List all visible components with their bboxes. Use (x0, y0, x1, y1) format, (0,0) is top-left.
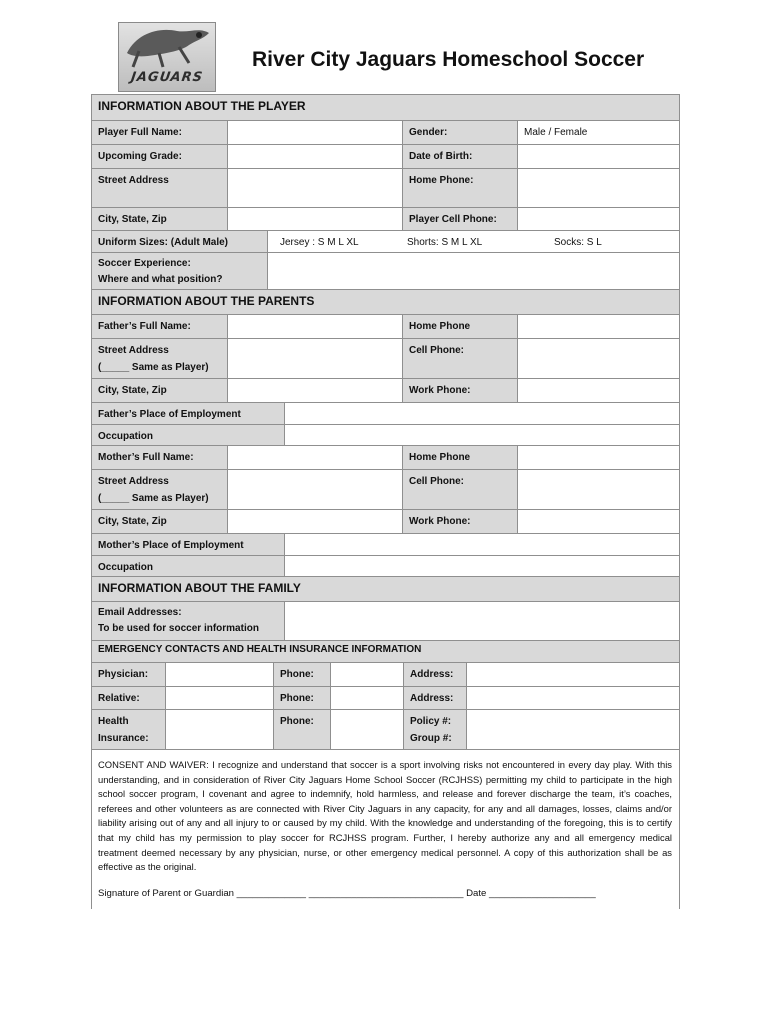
relative-phone-field[interactable] (330, 687, 403, 710)
relative-phone-label: Phone: (273, 687, 330, 710)
mother-employment-field[interactable] (284, 534, 679, 556)
player-street-field[interactable] (227, 169, 402, 208)
mother-work-phone-field[interactable] (517, 510, 679, 534)
physician-label: Physician: (98, 669, 149, 680)
father-employment-label: Father’s Place of Employment (98, 409, 241, 420)
father-work-phone-field[interactable] (517, 379, 679, 403)
parents-section-header (92, 289, 679, 315)
mother-occupation-label: Occupation (98, 562, 154, 573)
gender-label: Gender: (402, 121, 517, 145)
insurance-phone-label: Phone: (273, 710, 330, 750)
father-street-field[interactable] (227, 339, 402, 379)
father-name-row (92, 314, 679, 339)
father-street-label: Street Address (_____ Same as Player) (98, 345, 209, 373)
uniform-row (92, 230, 679, 253)
mother-city-row (92, 509, 679, 534)
socks-sizes[interactable]: Socks: S L (554, 237, 602, 248)
emergency-section-header (92, 640, 679, 663)
signature-line[interactable]: Signature of Parent or Guardian _____________ _____________________________ Date ____________________ (98, 888, 596, 899)
father-occupation-label: Occupation (98, 431, 154, 442)
physician-address-field[interactable] (466, 663, 679, 687)
relative-label: Relative: (98, 693, 140, 704)
page-title: River City Jaguars Homeschool Soccer (252, 48, 645, 71)
mother-name-label: Mother’s Full Name: (98, 452, 194, 463)
mother-city-label: City, State, Zip (98, 516, 167, 527)
physician-field[interactable] (165, 663, 273, 687)
section-title-family: INFORMATION ABOUT THE FAMILY (98, 581, 301, 595)
logo-text: JAGUARS (129, 70, 205, 85)
experience-row (92, 252, 679, 290)
father-name-label: Father’s Full Name: (98, 321, 191, 332)
physician-row (92, 662, 679, 687)
experience-field[interactable] (267, 253, 679, 290)
dob-label: Date of Birth: (402, 145, 517, 169)
father-occupation-row (92, 424, 679, 446)
mother-occupation-field[interactable] (284, 556, 679, 577)
registration-form (91, 94, 680, 909)
section-title-parents: INFORMATION ABOUT THE PARENTS (98, 294, 315, 308)
player-cell-field[interactable] (517, 208, 679, 231)
email-label: Email Addresses: To be used for soccer information (98, 607, 259, 634)
relative-address-field[interactable] (466, 687, 679, 710)
player-city-field[interactable] (227, 208, 402, 231)
email-row (92, 601, 679, 641)
physician-address-label: Address: (403, 663, 466, 687)
relative-row (92, 686, 679, 710)
player-city-row (92, 207, 679, 231)
mother-employment-row (92, 533, 679, 556)
player-name-field[interactable] (227, 121, 402, 145)
mother-occupation-row (92, 555, 679, 577)
grade-label: Upcoming Grade: (98, 151, 182, 162)
physician-phone-label: Phone: (273, 663, 330, 687)
insurance-label: Health Insurance: (98, 716, 149, 744)
player-section-header (92, 95, 679, 120)
section-title-emergency: EMERGENCY CONTACTS AND HEALTH INSURANCE INFORMATION (98, 644, 422, 655)
father-name-field[interactable] (227, 315, 402, 339)
jaguars-logo (118, 22, 216, 92)
player-name-row (92, 120, 679, 145)
section-title-player: INFORMATION ABOUT THE PLAYER (98, 99, 306, 113)
father-work-phone-label: Work Phone: (402, 379, 517, 403)
mother-cell-label: Cell Phone: (402, 470, 517, 510)
mother-home-phone-label: Home Phone (402, 446, 517, 470)
father-city-row (92, 378, 679, 403)
father-occupation-field[interactable] (284, 425, 679, 446)
mother-street-label: Street Address (_____ Same as Player) (98, 476, 209, 504)
father-employment-row (92, 402, 679, 425)
mother-employment-label: Mother’s Place of Employment (98, 540, 244, 551)
dob-field[interactable] (517, 145, 679, 169)
family-section-header (92, 576, 679, 602)
consent-section (92, 749, 679, 909)
mother-work-phone-label: Work Phone: (402, 510, 517, 534)
father-cell-label: Cell Phone: (402, 339, 517, 379)
uniform-label: Uniform Sizes: (Adult Male) (98, 237, 229, 248)
player-home-phone-label: Home Phone: (402, 169, 517, 208)
mother-name-field[interactable] (227, 446, 402, 470)
experience-label: Soccer Experience: Where and what position? (98, 258, 223, 285)
player-home-phone-field[interactable] (517, 169, 679, 208)
shorts-sizes[interactable]: Shorts: S M L XL (407, 237, 483, 248)
player-street-label: Street Address (98, 175, 169, 186)
physician-phone-field[interactable] (330, 663, 403, 687)
mother-cell-field[interactable] (517, 470, 679, 510)
father-address-row (92, 338, 679, 379)
gender-options[interactable]: Male / Female (517, 121, 679, 145)
relative-field[interactable] (165, 687, 273, 710)
insurance-row (92, 709, 679, 750)
consent-text: CONSENT AND WAIVER: I recognize and understand that soccer is a sport involving risks not encountered in every day play. With this understanding, and in consideration of River City Jaguars Home School Soccer (RCJHSS) permitting my child to participate in the high school soccer program, I covenant and agree to indemnify, hold harmless, and release and forever discharge the team, it’s coaches, referees and other volunteers as are connected with River City Jaguars in any capacity, for any and all damages, losses, claims and/or liability arising out of any and all injury to or caused by my child. With the knowledge and understanding of the foregoing, this is to certify that my child has my permission to play soccer for RCJHSS program. Further, I hereby authorize any and all emergency medical treatment deemed necessary by any physician, nurse, or other emergency medical personnel. A copy of this authorization shall be as effective as the original. (98, 759, 672, 873)
player-city-label: City, State, Zip (98, 214, 167, 225)
father-cell-field[interactable] (517, 339, 679, 379)
jersey-sizes[interactable]: Jersey : S M L XL (280, 237, 359, 248)
player-cell-label: Player Cell Phone: (402, 208, 517, 231)
grade-row (92, 144, 679, 169)
mother-name-row (92, 445, 679, 470)
mother-street-field[interactable] (227, 470, 402, 510)
insurance-field[interactable] (165, 710, 273, 750)
father-employment-field[interactable] (284, 403, 679, 425)
father-home-phone-field[interactable] (517, 315, 679, 339)
policy-group-label: Policy #: Group #: (403, 710, 466, 750)
father-city-label: City, State, Zip (98, 385, 167, 396)
mother-city-field[interactable] (227, 510, 402, 534)
policy-group-field[interactable] (466, 710, 679, 750)
insurance-phone-field[interactable] (330, 710, 403, 750)
mother-home-phone-field[interactable] (517, 446, 679, 470)
father-city-field[interactable] (227, 379, 402, 403)
email-field[interactable] (284, 602, 679, 641)
player-address-row (92, 168, 679, 208)
grade-field[interactable] (227, 145, 402, 169)
player-name-label: Player Full Name: (98, 127, 182, 138)
father-home-phone-label: Home Phone (402, 315, 517, 339)
relative-address-label: Address: (403, 687, 466, 710)
mother-address-row (92, 469, 679, 510)
